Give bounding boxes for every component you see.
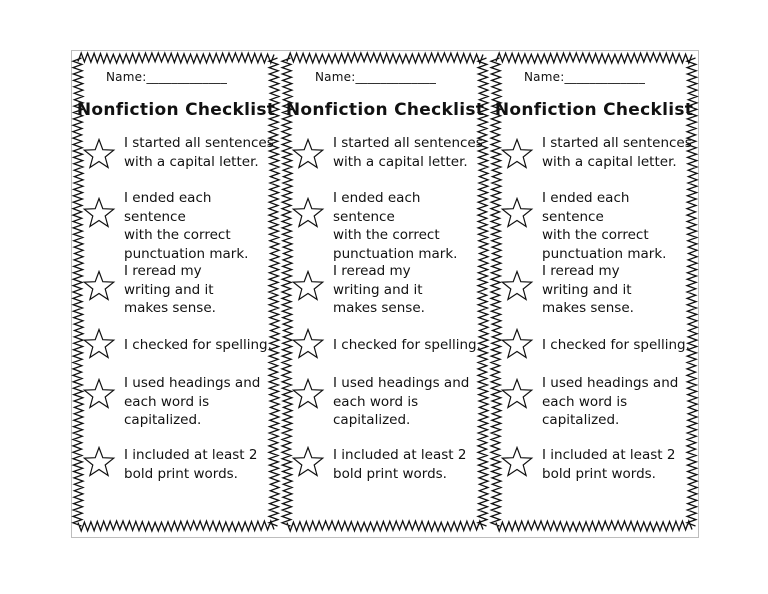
- checklist-item-text: I started all sentences with a capital letter.: [542, 135, 692, 170]
- checklist-item-text: I included at least 2 bold print words.: [124, 447, 258, 482]
- star-icon: [291, 197, 325, 229]
- star-icon: [500, 446, 534, 478]
- name-field-label: Name:_____________: [524, 70, 646, 84]
- checklist-item-text: I ended each sentence with the correct punctuation mark.: [542, 190, 667, 262]
- checklist-title: Nonfiction Checklist: [494, 100, 694, 120]
- checklist-item-text: I reread my writing and it makes sense.: [124, 263, 216, 316]
- star-icon: [500, 138, 534, 170]
- star-icon: [82, 378, 116, 410]
- checklist-item-text: I included at least 2 bold print words.: [333, 447, 467, 482]
- checklist-item-text: I ended each sentence with the correct punctuation mark.: [124, 190, 249, 262]
- checklist-card: [72, 52, 280, 532]
- checklist-item-text: I reread my writing and it makes sense.: [542, 263, 634, 316]
- checklist-item-text: I reread my writing and it makes sense.: [333, 263, 425, 316]
- checklist-item-text: I used headings and each word is capitalized.: [124, 375, 261, 428]
- checklist-item-text: I checked for spelling.: [333, 337, 481, 353]
- checklist-item-text: I started all sentences with a capital letter.: [124, 135, 274, 170]
- star-icon: [291, 138, 325, 170]
- star-icon: [291, 328, 325, 360]
- checklist-item-text: I started all sentences with a capital letter.: [333, 135, 483, 170]
- star-icon: [291, 378, 325, 410]
- name-field-label: Name:_____________: [106, 70, 228, 84]
- checklist-item-text: I used headings and each word is capitalized.: [333, 375, 470, 428]
- star-icon: [82, 328, 116, 360]
- checklist-item-text: I included at least 2 bold print words.: [542, 447, 676, 482]
- star-icon: [82, 270, 116, 302]
- checklist-card: [490, 52, 698, 532]
- checklist-item-text: I used headings and each word is capitalized.: [542, 375, 679, 428]
- checklist-item-text: I checked for spelling.: [542, 337, 690, 353]
- checklist-item-text: I ended each sentence with the correct punctuation mark.: [333, 190, 458, 262]
- star-icon: [500, 197, 534, 229]
- star-icon: [500, 378, 534, 410]
- star-icon: [82, 446, 116, 478]
- star-icon: [291, 446, 325, 478]
- star-icon: [82, 197, 116, 229]
- star-icon: [500, 270, 534, 302]
- checklist-card: [281, 52, 489, 532]
- star-icon: [291, 270, 325, 302]
- checklist-title: Nonfiction Checklist: [285, 100, 485, 120]
- checklist-title: Nonfiction Checklist: [76, 100, 276, 120]
- name-field-label: Name:_____________: [315, 70, 437, 84]
- star-icon: [500, 328, 534, 360]
- star-icon: [82, 138, 116, 170]
- checklist-item-text: I checked for spelling.: [124, 337, 272, 353]
